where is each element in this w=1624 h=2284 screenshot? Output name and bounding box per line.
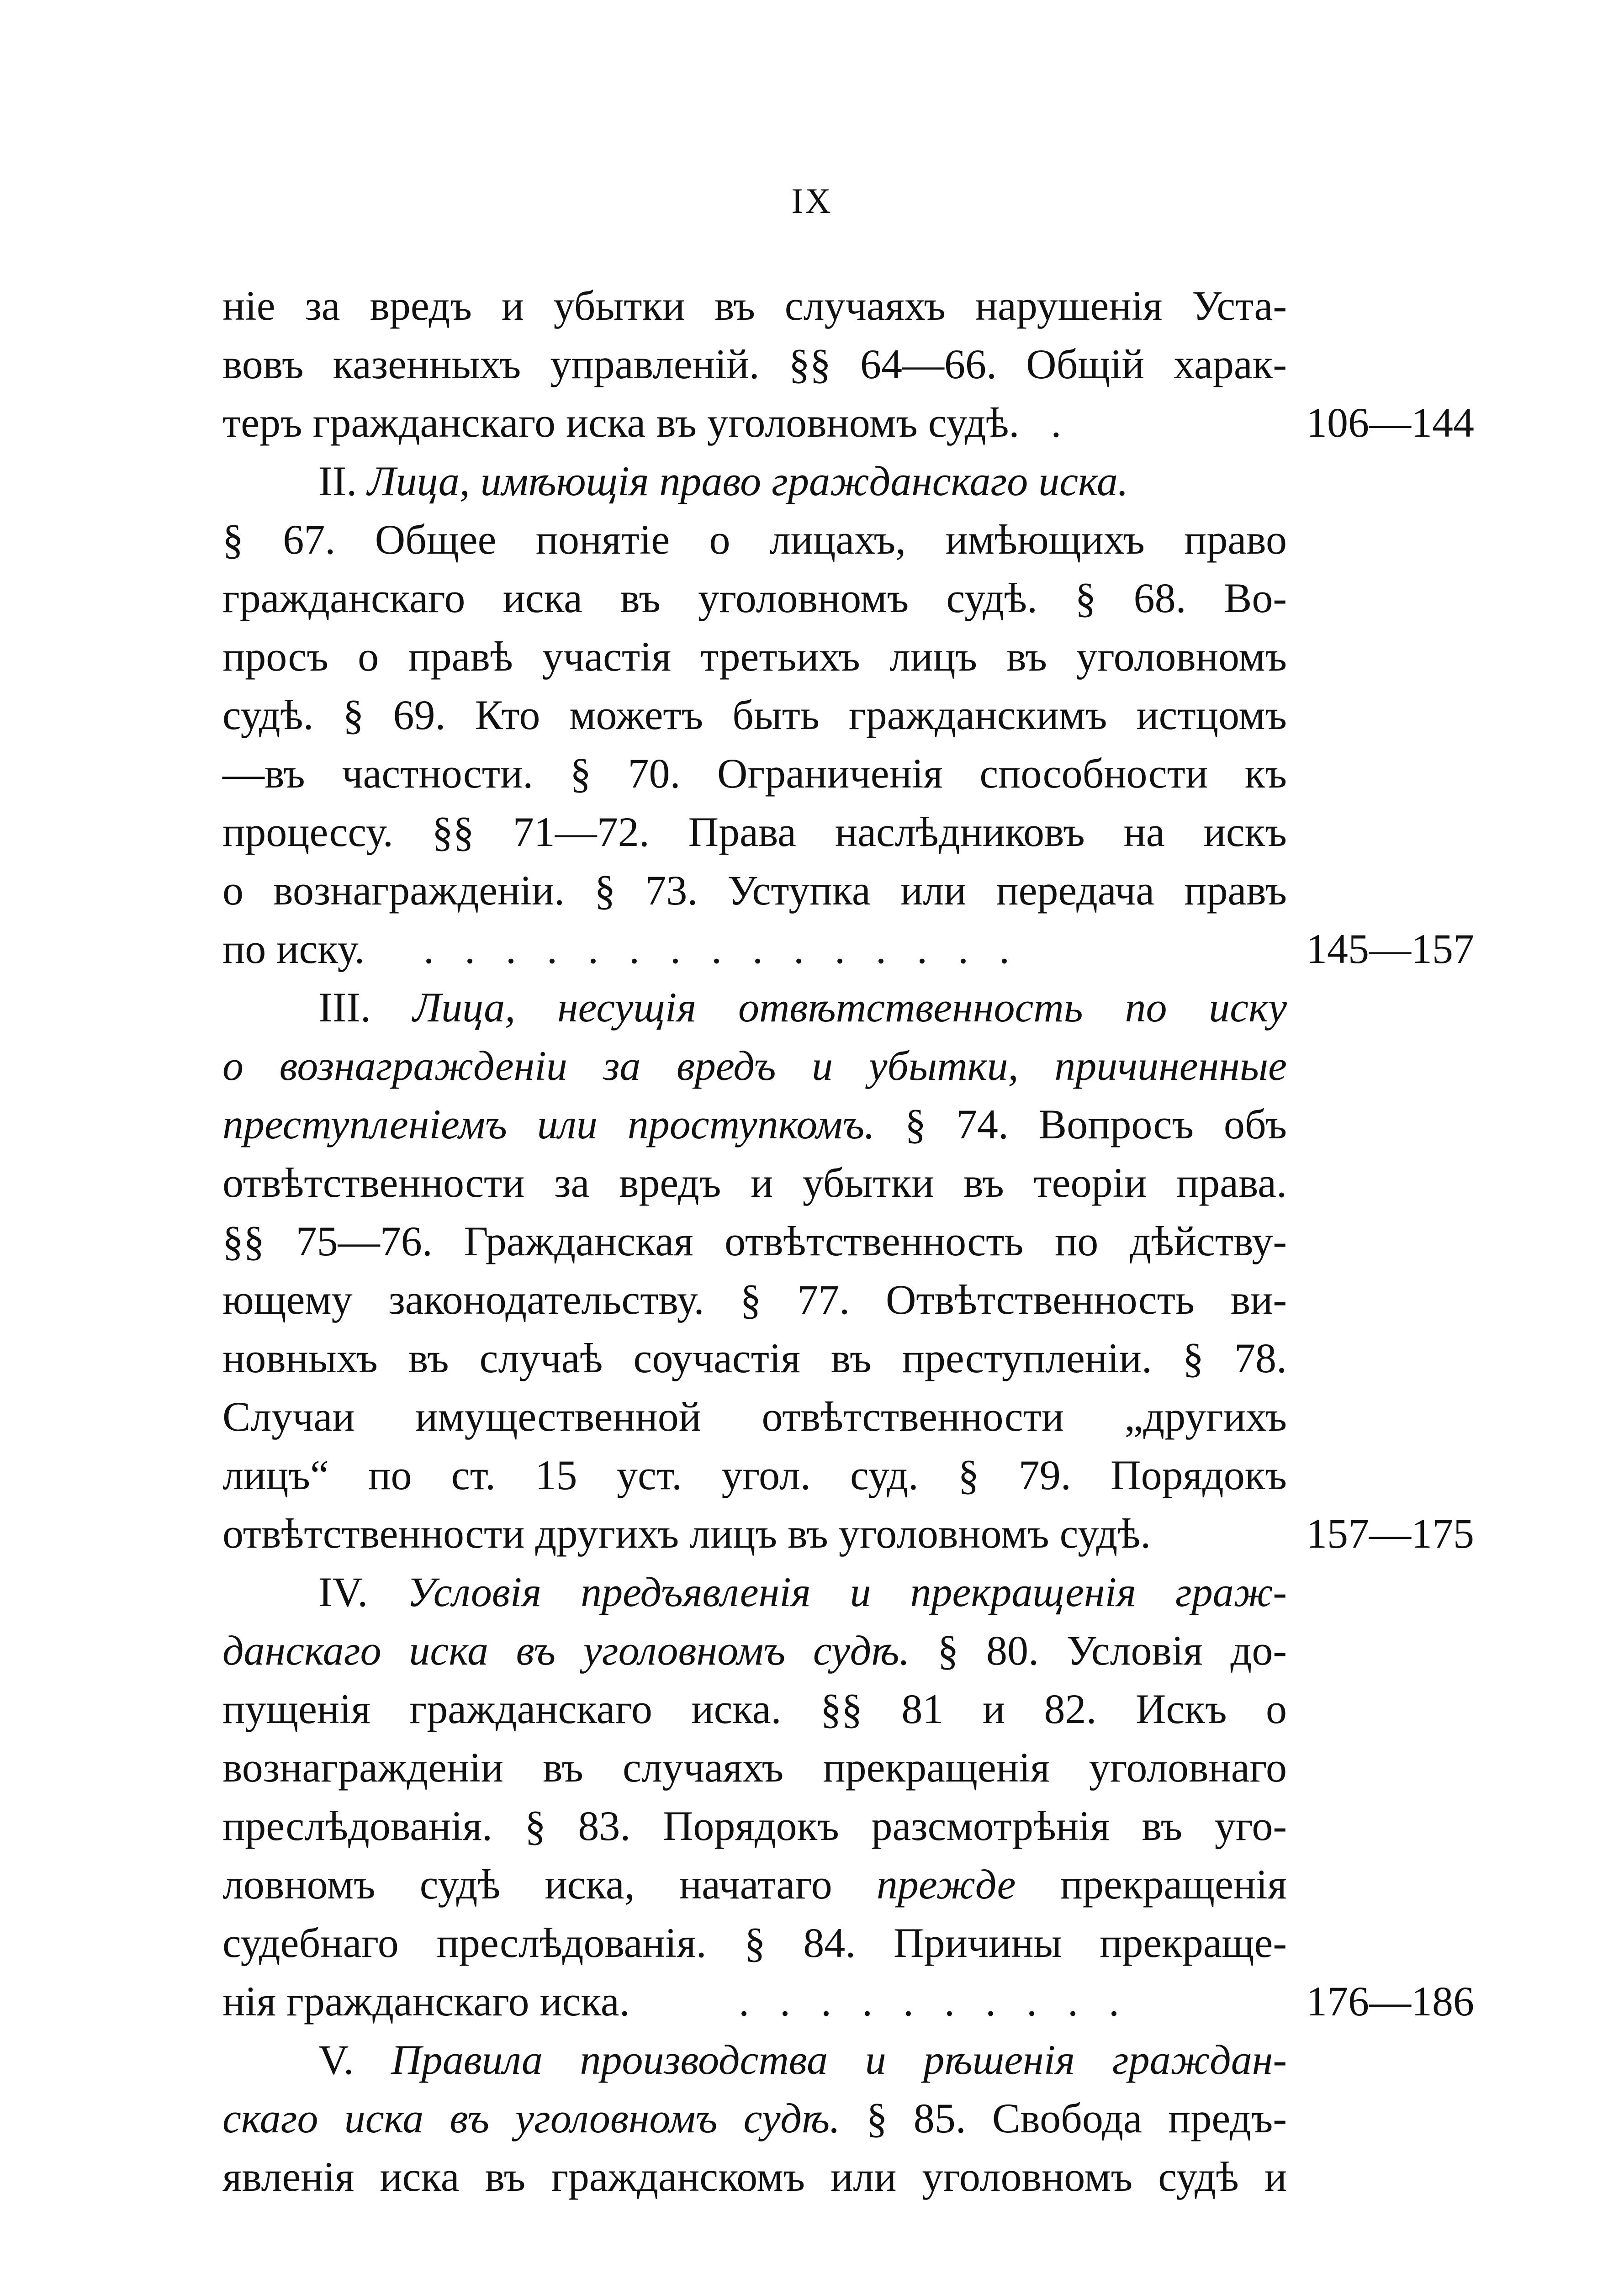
toc-text <box>222 1095 1287 1153</box>
section-heading <box>318 1563 1287 1621</box>
toc-text: ловномъ судѣ иска, начатаго <box>222 1861 832 1908</box>
page-range: 106—144 <box>1306 399 1474 446</box>
toc-text: вознагражденіи въ случаяхъ прекращенія уголовнаго <box>222 1744 1287 1791</box>
toc-line <box>222 1153 1474 1212</box>
toc-line <box>222 920 1474 978</box>
toc-text: Случаи имущественной отвѣтственности „другихъ <box>222 1393 1287 1440</box>
toc-text: ніе за вредъ и убытки въ случаяхъ нарушенія Уста- <box>222 282 1287 329</box>
section-title: о вознагражденіи за вредъ и убытки, причиненные <box>222 1042 1287 1089</box>
toc-text: преслѣдованія. § 83. Порядокъ разсмотрѣнія въ уго- <box>222 1803 1287 1849</box>
section-heading-line <box>222 452 1474 510</box>
toc-line <box>222 1504 1474 1563</box>
toc-line <box>222 1621 1474 1680</box>
toc-line <box>222 1270 1474 1329</box>
toc-text <box>222 2089 1287 2147</box>
toc-line <box>222 2147 1474 2206</box>
toc-line <box>222 276 1474 335</box>
toc-text: о вознагражденіи. § 73. Уступка или передача правъ <box>222 867 1287 914</box>
page-range: 176—186 <box>1306 1978 1474 2025</box>
section-title: данскаго иска въ уголовномъ судѣ. <box>222 1627 910 1674</box>
section-heading <box>318 2030 1287 2089</box>
toc-line <box>222 1446 1474 1504</box>
toc-text: —въ частности. § 70. Ограниченія способности къ <box>222 750 1287 797</box>
toc-text: ющему законодательству. § 77. Отвѣтственность ви- <box>222 1276 1287 1323</box>
toc-line <box>222 1914 1474 1972</box>
emphasis: прежде <box>876 1861 1016 1908</box>
section-title: Лица, несущія отвѣтственность по иску <box>413 984 1287 1031</box>
toc-text: §§ 75—76. Гражданская отвѣтственность по дѣйству- <box>222 1218 1287 1264</box>
toc-line <box>222 1972 1474 2030</box>
toc-line <box>222 803 1474 861</box>
toc-text: судебнаго преслѣдованія. § 84. Причины прекраще- <box>222 1919 1287 1966</box>
page-range: 157—175 <box>1306 1510 1474 1557</box>
toc-text: новныхъ въ случаѣ соучастія въ преступленіи. § 78. <box>222 1335 1287 1381</box>
toc-line <box>222 861 1474 920</box>
section-title: Условія предъявленія и прекращенія граж- <box>407 1569 1287 1615</box>
toc-text: теръ гражданскаго иска въ уголовномъ судѣ. . <box>222 399 1062 446</box>
toc-text <box>222 1621 1287 1680</box>
section-heading-line <box>222 2030 1474 2089</box>
section-numeral: II. <box>318 458 357 504</box>
section-numeral: III. <box>318 984 371 1031</box>
toc-text: по иску. <box>222 925 365 972</box>
toc-line <box>222 744 1474 803</box>
toc-line <box>222 1855 1474 1914</box>
toc-line <box>222 335 1474 393</box>
toc-line <box>222 393 1474 452</box>
section-heading-line <box>222 1563 1474 1621</box>
toc-text: прекращенія <box>1016 1861 1287 1908</box>
toc-line <box>222 1680 1474 1738</box>
toc-text: пущенія гражданскаго иска. §§ 81 и 82. Искъ о <box>222 1686 1287 1732</box>
toc-line <box>222 1738 1474 1797</box>
section-heading <box>318 452 1287 510</box>
toc-text: отвѣтственности другихъ лицъ въ уголовномъ судѣ. <box>222 1510 1151 1557</box>
toc-line <box>222 2089 1474 2147</box>
toc-text: вовъ казенныхъ управленій. §§ 64—66. Общій харак- <box>222 341 1287 387</box>
toc-text: § 74. Вопросъ объ <box>875 1101 1287 1147</box>
toc-text: явленія иска въ гражданскомъ или уголовномъ судѣ и <box>222 2153 1287 2200</box>
toc-line <box>222 1797 1474 1855</box>
dot-leaders: . . . . . . . . . . . . . . . <box>423 925 1020 972</box>
toc-text <box>222 1855 1287 1914</box>
page-range: 145—157 <box>1306 925 1474 972</box>
toc-text: процессу. §§ 71—72. Права наслѣдниковъ на искъ <box>222 809 1287 855</box>
toc-line <box>222 1212 1474 1270</box>
toc-line <box>222 627 1474 686</box>
section-title: скаго иска въ уголовномъ судѣ. <box>222 2095 841 2141</box>
toc-line <box>222 686 1474 744</box>
toc-text: судѣ. § 69. Кто можетъ быть гражданскимъ истцомъ <box>222 692 1287 738</box>
section-numeral: IV. <box>318 1569 368 1615</box>
section-title: Правила производства и рѣшенія граждан- <box>391 2036 1287 2083</box>
section-heading-line <box>222 1036 1474 1095</box>
toc-text: отвѣтственности за вредъ и убытки въ теоріи права. <box>222 1159 1287 1206</box>
toc-text: § 85. Свобода предъ- <box>840 2095 1287 2141</box>
toc-text: нія гражданскаго иска. <box>222 1978 630 2025</box>
toc-text: лицъ“ по ст. 15 уст. угол. суд. § 79. Порядокъ <box>222 1452 1287 1498</box>
toc-line <box>222 510 1474 569</box>
section-numeral: V. <box>318 2036 354 2083</box>
page-number: IX <box>791 181 833 221</box>
dot-leaders: . . . . . . . . . . <box>739 1978 1129 2025</box>
section-heading-line <box>222 978 1474 1036</box>
section-title: Лица, имѣющія право гражданскаго иска. <box>367 458 1128 504</box>
toc-text: § 67. Общее понятіе о лицахъ, имѣющихъ право <box>222 516 1287 563</box>
toc-text: просъ о правѣ участія третьихъ лицъ въ уголовномъ <box>222 633 1287 680</box>
toc-line <box>222 569 1474 627</box>
toc-line <box>222 1329 1474 1387</box>
toc-line <box>222 1387 1474 1446</box>
table-of-contents <box>222 276 1474 2206</box>
section-heading <box>318 978 1287 1036</box>
toc-text: § 80. Условія до- <box>910 1627 1287 1674</box>
toc-text: гражданскаго иска въ уголовномъ судѣ. § 68. Во- <box>222 575 1287 621</box>
section-title: преступленіемъ или проступкомъ. <box>222 1101 875 1147</box>
toc-line <box>222 1095 1474 1153</box>
